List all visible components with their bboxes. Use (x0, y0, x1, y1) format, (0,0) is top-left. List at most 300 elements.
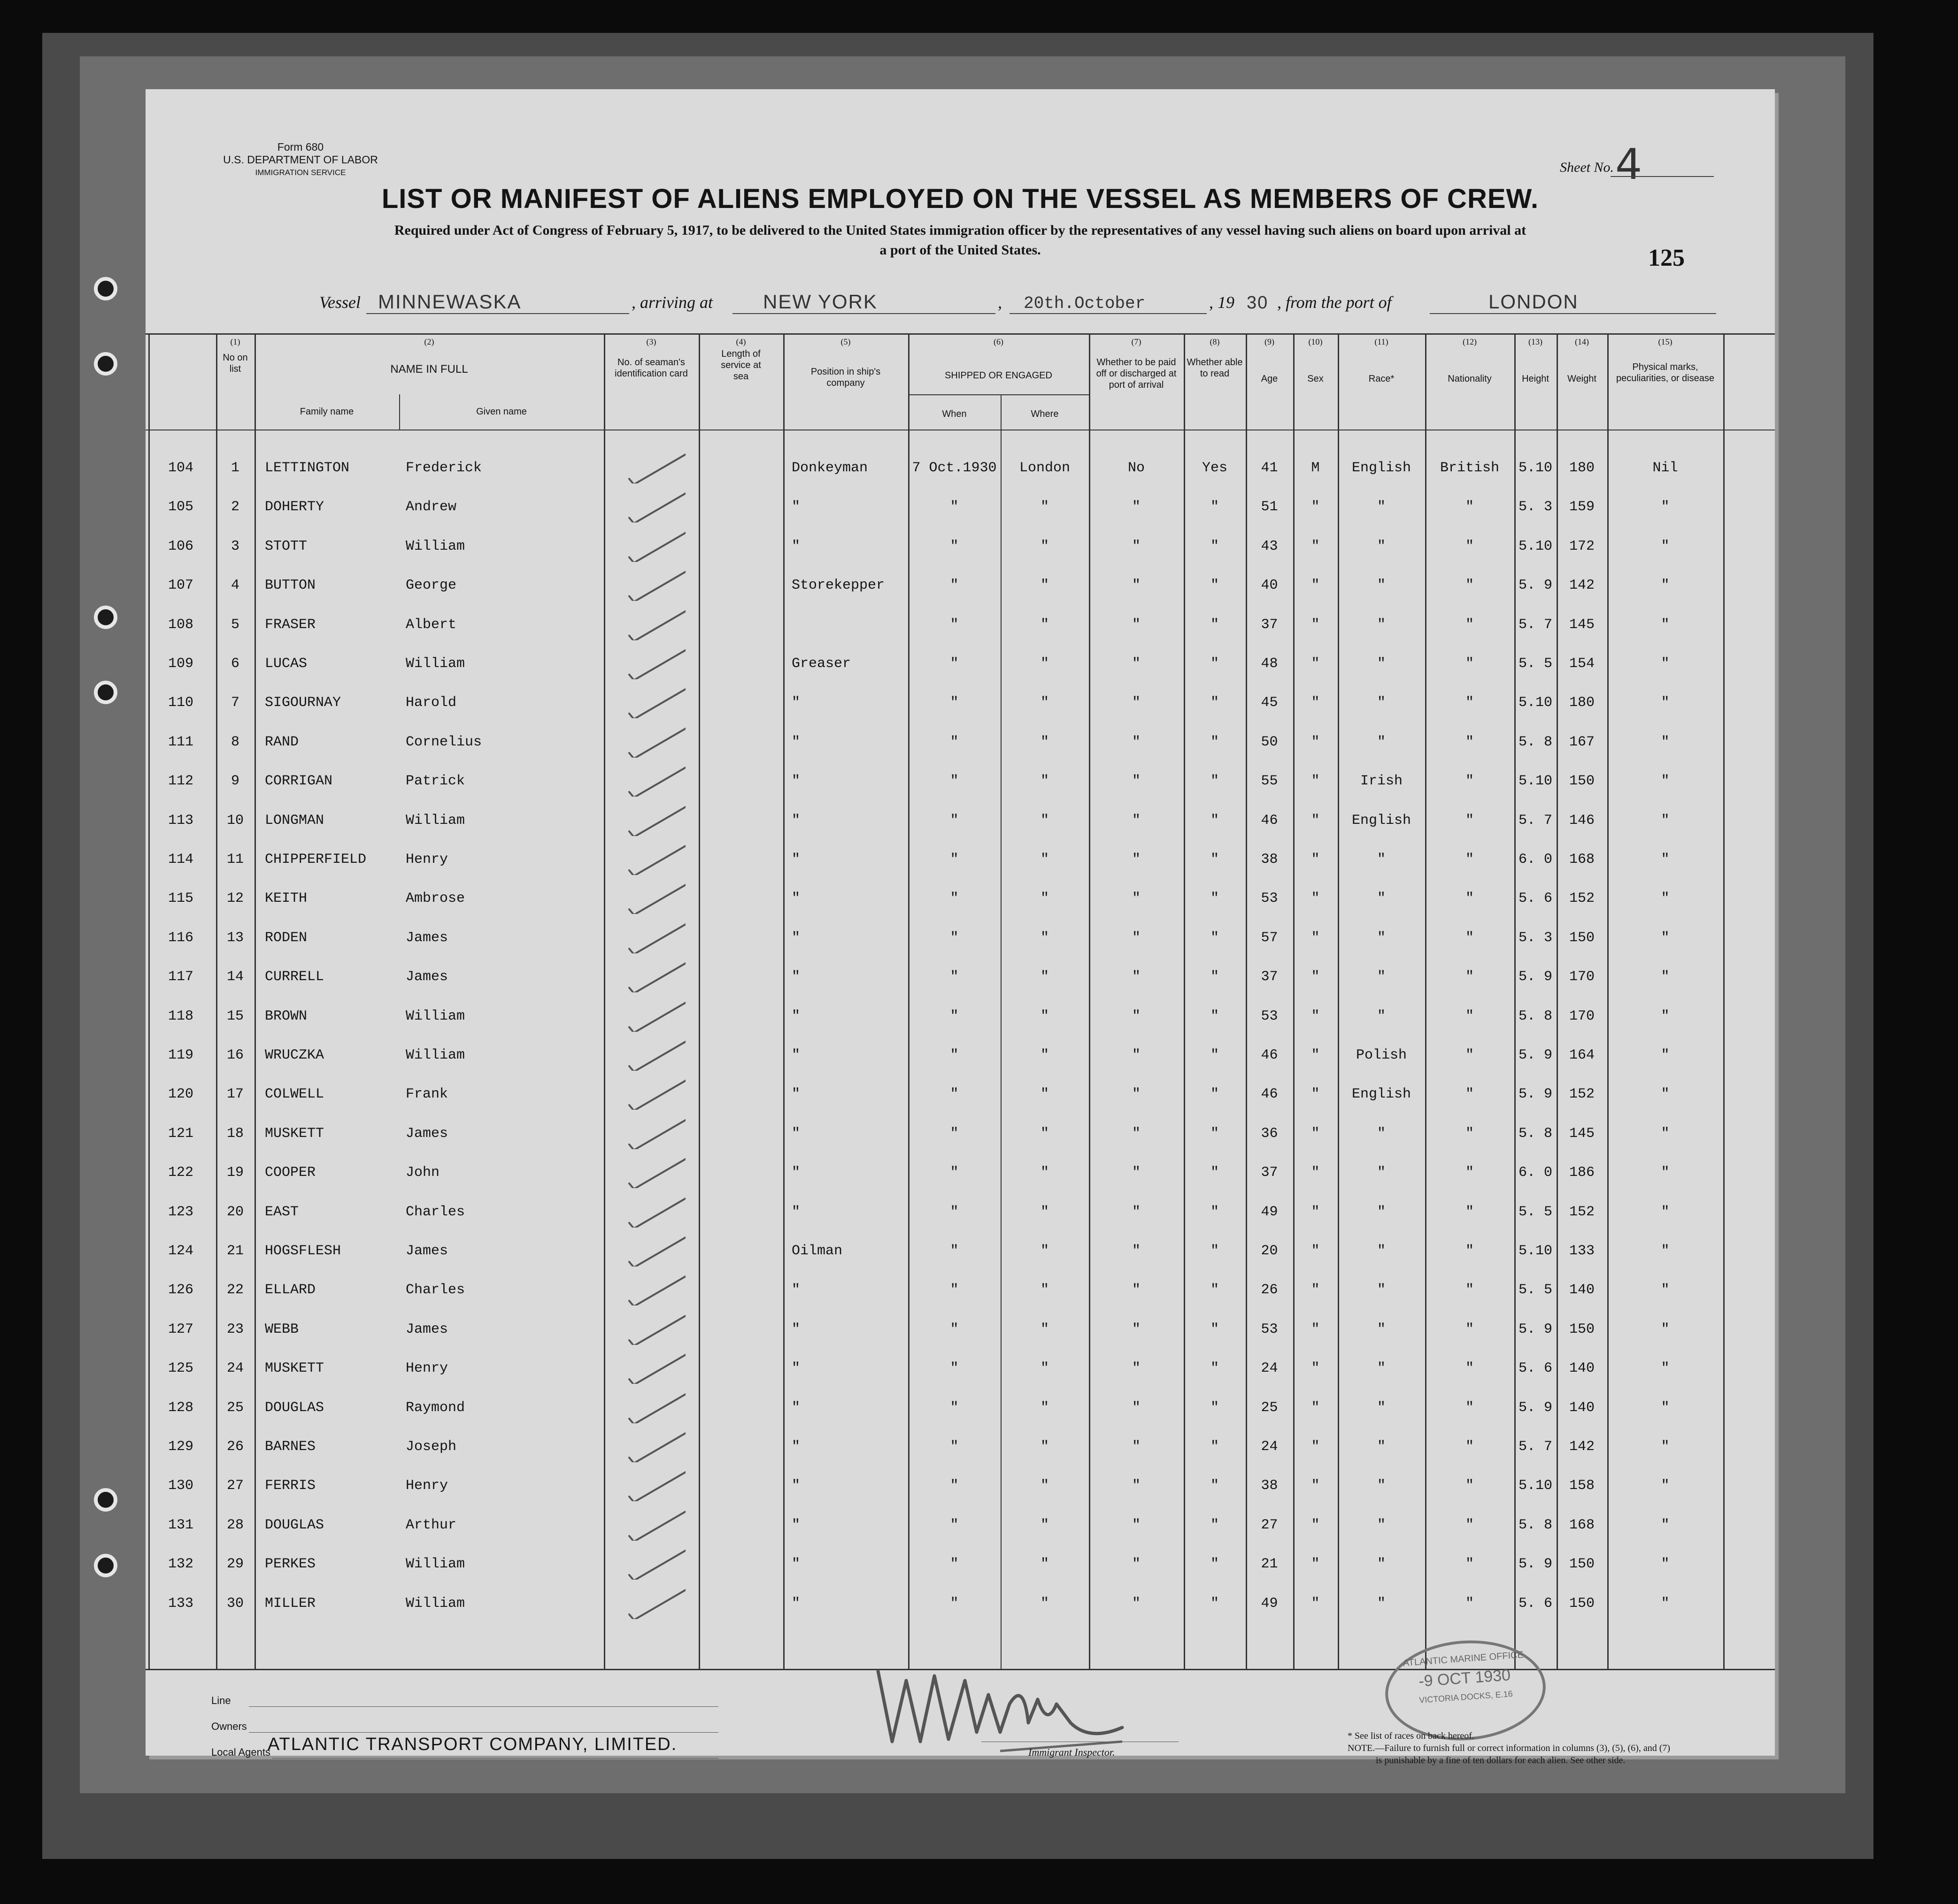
row-nationality: " (1465, 734, 1474, 750)
col-header-height: Height (1522, 374, 1549, 384)
row-race: English (1351, 812, 1411, 829)
row-given-name: George (406, 577, 457, 594)
table-row (146, 1277, 1775, 1316)
owners-value: ATLANTIC TRANSPORT COMPANY, LIMITED. (268, 1735, 678, 1754)
row-family-name: STOTT (265, 538, 308, 554)
row-sex: M (1311, 460, 1320, 476)
row-given-name: Charles (406, 1282, 465, 1298)
row-shipped-where: " (1040, 656, 1049, 672)
manifest-title: LIST OR MANIFEST OF ALIENS EMPLOYED ON THE VESSEL AS MEMBERS OF CREW. (381, 184, 1539, 214)
row-ref-number: 119 (168, 1047, 193, 1063)
binder-hole (94, 277, 117, 300)
row-able-to-read: " (1210, 538, 1219, 554)
row-age: 27 (1261, 1517, 1278, 1533)
row-shipped-where: " (1040, 1125, 1049, 1142)
row-paid-off: " (1132, 1360, 1141, 1377)
row-race: " (1377, 734, 1386, 750)
row-height: 5. 9 (1518, 1399, 1552, 1416)
id-card-check-mark (615, 1234, 686, 1267)
row-shipped-when: " (950, 1321, 959, 1337)
row-list-number: 9 (231, 773, 239, 790)
table-row (146, 1121, 1775, 1160)
row-shipped-when: " (950, 969, 959, 985)
table-row (146, 1238, 1775, 1277)
footnotes (1348, 1730, 1751, 1766)
row-able-to-read: " (1210, 577, 1219, 594)
col-header-physical-marks: Physical marks, peculiarities, or disease (1616, 362, 1714, 384)
row-list-number: 30 (226, 1595, 244, 1612)
row-list-number: 24 (226, 1360, 244, 1377)
row-sex: " (1311, 656, 1320, 672)
row-given-name: Raymond (406, 1399, 465, 1416)
row-paid-off: " (1132, 1243, 1141, 1259)
row-race: " (1377, 1165, 1386, 1181)
table-row (146, 1004, 1775, 1043)
row-physical-marks: " (1661, 929, 1670, 946)
id-card-check-mark (615, 803, 686, 836)
row-weight: 170 (1569, 969, 1595, 985)
row-shipped-when: " (950, 812, 959, 829)
row-physical-marks: " (1661, 577, 1670, 594)
row-sex: " (1311, 1086, 1320, 1103)
row-position: " (792, 1595, 801, 1612)
row-ref-number: 118 (168, 1008, 193, 1024)
row-nationality: " (1465, 695, 1474, 711)
row-shipped-where: " (1040, 929, 1049, 946)
row-height: 6. 0 (1518, 852, 1552, 868)
row-shipped-where: " (1040, 1086, 1049, 1103)
row-position: " (792, 891, 801, 907)
row-able-to-read: " (1210, 1243, 1219, 1259)
row-nationality: " (1465, 499, 1474, 515)
row-weight: 142 (1569, 577, 1595, 594)
id-card-check-mark (615, 1273, 686, 1305)
from-port: LONDON (1488, 291, 1579, 313)
row-height: 6. 0 (1518, 1165, 1552, 1181)
row-age: 53 (1261, 1321, 1278, 1337)
row-race: " (1377, 1399, 1386, 1416)
row-weight: 150 (1569, 929, 1595, 946)
row-family-name: COOPER (265, 1165, 316, 1181)
row-able-to-read: " (1210, 1595, 1219, 1612)
row-given-name: Andrew (406, 499, 457, 515)
id-card-check-mark (615, 1547, 686, 1580)
row-age: 37 (1261, 616, 1278, 633)
row-list-number: 23 (226, 1321, 244, 1337)
row-weight: 150 (1569, 1321, 1595, 1337)
id-card-check-mark (615, 1468, 686, 1501)
row-nationality: British (1440, 460, 1500, 476)
row-shipped-when: " (950, 1243, 959, 1259)
col-10-number: (10) (1308, 337, 1323, 346)
row-able-to-read: Yes (1202, 460, 1227, 476)
row-shipped-where: " (1040, 734, 1049, 750)
col-header-position: Position in ship's company (810, 367, 881, 388)
row-shipped-when: " (950, 499, 959, 515)
row-shipped-where: " (1040, 1399, 1049, 1416)
row-ref-number: 125 (168, 1360, 193, 1377)
row-race: " (1377, 538, 1386, 554)
row-paid-off: " (1132, 1595, 1141, 1612)
row-family-name: CHIPPERFIELD (265, 852, 367, 868)
row-shipped-when: " (950, 538, 959, 554)
row-height: 5. 5 (1518, 656, 1552, 672)
vessel-line: Vessel MINNEWASKA , arriving at NEW YORK , 20th.October , 19 30 , from the port of LONDON (319, 289, 1719, 316)
row-weight: 142 (1569, 1439, 1595, 1455)
row-family-name: SIGOURNAY (265, 695, 341, 711)
col-3-number: (3) (646, 337, 656, 346)
row-list-number: 27 (226, 1478, 244, 1494)
row-weight: 145 (1569, 1125, 1595, 1142)
row-position: " (792, 812, 801, 829)
row-ref-number: 111 (168, 734, 193, 750)
id-card-check-mark (615, 1077, 686, 1110)
row-sex: " (1311, 1517, 1320, 1533)
row-given-name: William (406, 1008, 465, 1024)
row-sex: " (1311, 1008, 1320, 1024)
col-4-number: (4) (736, 337, 746, 346)
row-race: " (1377, 891, 1386, 907)
row-race: " (1377, 1478, 1386, 1494)
row-given-name: William (406, 1047, 465, 1063)
row-given-name: Frank (406, 1086, 448, 1103)
col-13-number: (13) (1528, 337, 1542, 346)
table-row (146, 1551, 1775, 1590)
row-height: 5.10 (1518, 1243, 1552, 1259)
service-name: IMMIGRATION SERVICE (255, 168, 346, 177)
row-given-name: William (406, 1556, 465, 1573)
row-age: 57 (1261, 929, 1278, 946)
row-nationality: " (1465, 1478, 1474, 1494)
id-card-check-mark (615, 1429, 686, 1462)
id-card-check-mark (615, 1351, 686, 1384)
row-position: " (792, 1047, 801, 1063)
row-height: 5. 6 (1518, 1595, 1552, 1612)
row-shipped-where: " (1040, 538, 1049, 554)
row-weight: 140 (1569, 1360, 1595, 1377)
row-family-name: DOHERTY (265, 499, 324, 515)
row-given-name: Ambrose (406, 891, 465, 907)
row-age: 46 (1261, 1047, 1278, 1063)
row-physical-marks: " (1661, 616, 1670, 633)
id-card-check-mark (615, 1195, 686, 1228)
row-ref-number: 116 (168, 929, 193, 946)
row-age: 40 (1261, 577, 1278, 594)
row-able-to-read: " (1210, 852, 1219, 868)
row-sex: " (1311, 1125, 1320, 1142)
row-race: " (1377, 852, 1386, 868)
row-height: 5. 6 (1518, 1360, 1552, 1377)
year-prefix: , 19 (1209, 293, 1234, 312)
row-shipped-where: " (1040, 969, 1049, 985)
row-able-to-read: " (1210, 1478, 1219, 1494)
row-nationality: " (1465, 1439, 1474, 1455)
row-ref-number: 126 (168, 1282, 193, 1298)
row-shipped-where: " (1040, 1556, 1049, 1573)
arriving-port: NEW YORK (763, 291, 878, 313)
binder-hole (94, 1488, 117, 1512)
row-physical-marks: " (1661, 1282, 1670, 1298)
row-age: 24 (1261, 1360, 1278, 1377)
row-age: 46 (1261, 1086, 1278, 1103)
row-position: " (792, 538, 801, 554)
row-physical-marks: " (1661, 969, 1670, 985)
row-list-number: 6 (231, 656, 239, 672)
arriving-label: , arriving at (632, 293, 713, 312)
row-age: 38 (1261, 1478, 1278, 1494)
row-list-number: 7 (231, 695, 239, 711)
row-shipped-when: " (950, 695, 959, 711)
row-position: " (792, 1165, 801, 1181)
row-able-to-read: " (1210, 1282, 1219, 1298)
row-age: 46 (1261, 812, 1278, 829)
row-shipped-when: " (950, 1399, 959, 1416)
row-race: " (1377, 616, 1386, 633)
row-nationality: " (1465, 891, 1474, 907)
row-nationality: " (1465, 1008, 1474, 1024)
row-race: " (1377, 1243, 1386, 1259)
col-header-age: Age (1261, 374, 1278, 384)
row-shipped-when: " (950, 1008, 959, 1024)
row-shipped-when: " (950, 734, 959, 750)
id-card-check-mark (615, 842, 686, 875)
row-weight: 152 (1569, 1086, 1595, 1103)
row-height: 5. 9 (1518, 577, 1552, 594)
row-family-name: COLWELL (265, 1086, 324, 1103)
row-sex: " (1311, 1243, 1320, 1259)
row-sex: " (1311, 1439, 1320, 1455)
row-race: English (1351, 1086, 1411, 1103)
row-family-name: RODEN (265, 929, 308, 946)
row-given-name: James (406, 969, 448, 985)
row-ref-number: 106 (168, 538, 193, 554)
row-shipped-when: " (950, 1556, 959, 1573)
row-family-name: LETTINGTON (265, 460, 350, 476)
row-able-to-read: " (1210, 773, 1219, 790)
inspector-label: Immigrant Inspector. (1028, 1746, 1115, 1758)
from-port-label: , from the port of (1277, 293, 1392, 312)
row-nationality: " (1465, 773, 1474, 790)
row-shipped-when: " (950, 852, 959, 868)
row-list-number: 10 (226, 812, 244, 829)
row-given-name: Henry (406, 1478, 448, 1494)
row-sex: " (1311, 695, 1320, 711)
row-nationality: " (1465, 1321, 1474, 1337)
row-physical-marks: Nil (1652, 460, 1678, 476)
row-family-name: BROWN (265, 1008, 308, 1024)
table-row (146, 1473, 1775, 1512)
stamp-bottom-text: VICTORIA DOCKS, E.16 (1418, 1689, 1513, 1705)
table-row (146, 1512, 1775, 1551)
row-family-name: FERRIS (265, 1478, 316, 1494)
row-shipped-when: " (950, 1282, 959, 1298)
table-row (146, 1434, 1775, 1473)
row-list-number: 25 (226, 1399, 244, 1416)
row-sex: " (1311, 734, 1320, 750)
row-physical-marks: " (1661, 1478, 1670, 1494)
row-height: 5. 8 (1518, 734, 1552, 750)
row-height: 5. 5 (1518, 1204, 1552, 1220)
row-age: 21 (1261, 1556, 1278, 1573)
row-weight: 140 (1569, 1282, 1595, 1298)
row-physical-marks: " (1661, 1439, 1670, 1455)
row-able-to-read: " (1210, 1517, 1219, 1533)
row-sex: " (1311, 1204, 1320, 1220)
row-shipped-where: " (1040, 891, 1049, 907)
row-age: 38 (1261, 852, 1278, 868)
id-card-check-mark (615, 1116, 686, 1149)
row-family-name: EAST (265, 1204, 299, 1220)
row-family-name: ELLARD (265, 1282, 316, 1298)
row-list-number: 13 (226, 929, 244, 946)
row-race: " (1377, 929, 1386, 946)
row-ref-number: 108 (168, 616, 193, 633)
row-paid-off: " (1132, 656, 1141, 672)
row-weight: 168 (1569, 852, 1595, 868)
row-family-name: HOGSFLESH (265, 1243, 341, 1259)
row-given-name: James (406, 1243, 448, 1259)
row-physical-marks: " (1661, 1086, 1670, 1103)
row-ref-number: 127 (168, 1321, 193, 1337)
row-sex: " (1311, 1556, 1320, 1573)
row-sex: " (1311, 616, 1320, 633)
row-family-name: MUSKETT (265, 1360, 324, 1377)
row-race: " (1377, 1321, 1386, 1337)
row-race: " (1377, 1595, 1386, 1612)
col-header-where: Where (1031, 409, 1059, 419)
row-paid-off: " (1132, 812, 1141, 829)
footnote-penalty: is punishable by a fine of ten dollars for each alien. See other side. (1376, 1755, 1626, 1766)
row-shipped-where: " (1040, 1204, 1049, 1220)
row-height: 5.10 (1518, 1478, 1552, 1494)
vessel-name: MINNEWASKA (378, 291, 522, 313)
row-position: " (792, 1282, 801, 1298)
row-paid-off: " (1132, 969, 1141, 985)
table-row (146, 1356, 1775, 1395)
row-paid-off: " (1132, 538, 1141, 554)
table-row (146, 455, 1775, 494)
row-weight: 146 (1569, 812, 1595, 829)
row-able-to-read: " (1210, 1165, 1219, 1181)
row-nationality: " (1465, 969, 1474, 985)
row-age: 20 (1261, 1243, 1278, 1259)
row-age: 26 (1261, 1282, 1278, 1298)
row-shipped-where: " (1040, 499, 1049, 515)
col-2-number: (2) (424, 337, 434, 346)
binder-hole (94, 1554, 117, 1577)
owners-label: Owners (211, 1720, 247, 1732)
row-ref-number: 128 (168, 1399, 193, 1416)
row-position: " (792, 1086, 801, 1103)
row-able-to-read: " (1210, 891, 1219, 907)
row-weight: 154 (1569, 656, 1595, 672)
table-row (146, 729, 1775, 768)
row-age: 50 (1261, 734, 1278, 750)
row-weight: 133 (1569, 1243, 1595, 1259)
row-weight: 186 (1569, 1165, 1595, 1181)
row-given-name: Joseph (406, 1439, 457, 1455)
row-family-name: CORRIGAN (265, 773, 333, 790)
local-agents-label: Local Agents (211, 1746, 270, 1758)
row-given-name: Patrick (406, 773, 465, 790)
row-race: " (1377, 577, 1386, 594)
id-card-check-mark (615, 960, 686, 992)
row-position: " (792, 1517, 801, 1533)
row-able-to-read: " (1210, 1125, 1219, 1142)
row-family-name: WRUCZKA (265, 1047, 324, 1063)
row-family-name: MILLER (265, 1595, 316, 1612)
row-physical-marks: " (1661, 1556, 1670, 1573)
row-shipped-when: " (950, 1439, 959, 1455)
col-header-name-in-full: NAME IN FULL (390, 363, 468, 376)
row-physical-marks: " (1661, 852, 1670, 868)
table-row (146, 1395, 1775, 1434)
row-physical-marks: " (1661, 499, 1670, 515)
row-position: " (792, 1360, 801, 1377)
row-height: 5. 9 (1518, 1047, 1552, 1063)
row-position: " (792, 1008, 801, 1024)
id-card-check-mark (615, 490, 686, 522)
row-family-name: CURRELL (265, 969, 324, 985)
table-row (146, 1082, 1775, 1121)
row-list-number: 5 (231, 616, 239, 633)
row-height: 5.10 (1518, 695, 1552, 711)
row-height: 5. 7 (1518, 1439, 1552, 1455)
row-nationality: " (1465, 812, 1474, 829)
row-paid-off: " (1132, 695, 1141, 711)
row-shipped-when: " (950, 1047, 959, 1063)
row-age: 55 (1261, 773, 1278, 790)
id-card-check-mark (615, 725, 686, 758)
row-shipped-when: " (950, 577, 959, 594)
row-paid-off: " (1132, 1556, 1141, 1573)
row-given-name: Henry (406, 1360, 448, 1377)
row-weight: 145 (1569, 616, 1595, 633)
row-nationality: " (1465, 1204, 1474, 1220)
row-ref-number: 123 (168, 1204, 193, 1220)
row-age: 25 (1261, 1399, 1278, 1416)
row-shipped-where: " (1040, 1243, 1049, 1259)
row-sex: " (1311, 773, 1320, 790)
row-paid-off: " (1132, 1282, 1141, 1298)
row-age: 37 (1261, 1165, 1278, 1181)
col-header-sex: Sex (1307, 374, 1324, 384)
col-11-number: (11) (1374, 337, 1388, 346)
col-header-weight: Weight (1567, 374, 1596, 384)
row-able-to-read: " (1210, 1439, 1219, 1455)
row-able-to-read: " (1210, 499, 1219, 515)
row-position: Greaser (792, 656, 851, 672)
row-ref-number: 122 (168, 1165, 193, 1181)
row-list-number: 1 (231, 460, 239, 476)
col-5-number: (5) (840, 337, 851, 346)
row-nationality: " (1465, 1165, 1474, 1181)
row-list-number: 3 (231, 538, 239, 554)
row-weight: 172 (1569, 538, 1595, 554)
row-given-name: Cornelius (406, 734, 482, 750)
row-race: " (1377, 1360, 1386, 1377)
row-weight: 150 (1569, 1556, 1595, 1573)
row-nationality: " (1465, 1360, 1474, 1377)
row-race: " (1377, 1282, 1386, 1298)
id-card-check-mark (615, 607, 686, 640)
row-nationality: " (1465, 656, 1474, 672)
row-shipped-where: " (1040, 1517, 1049, 1533)
row-nationality: " (1465, 1243, 1474, 1259)
row-given-name: James (406, 929, 448, 946)
row-paid-off: " (1132, 1008, 1141, 1024)
col-6-number: (6) (994, 337, 1003, 346)
